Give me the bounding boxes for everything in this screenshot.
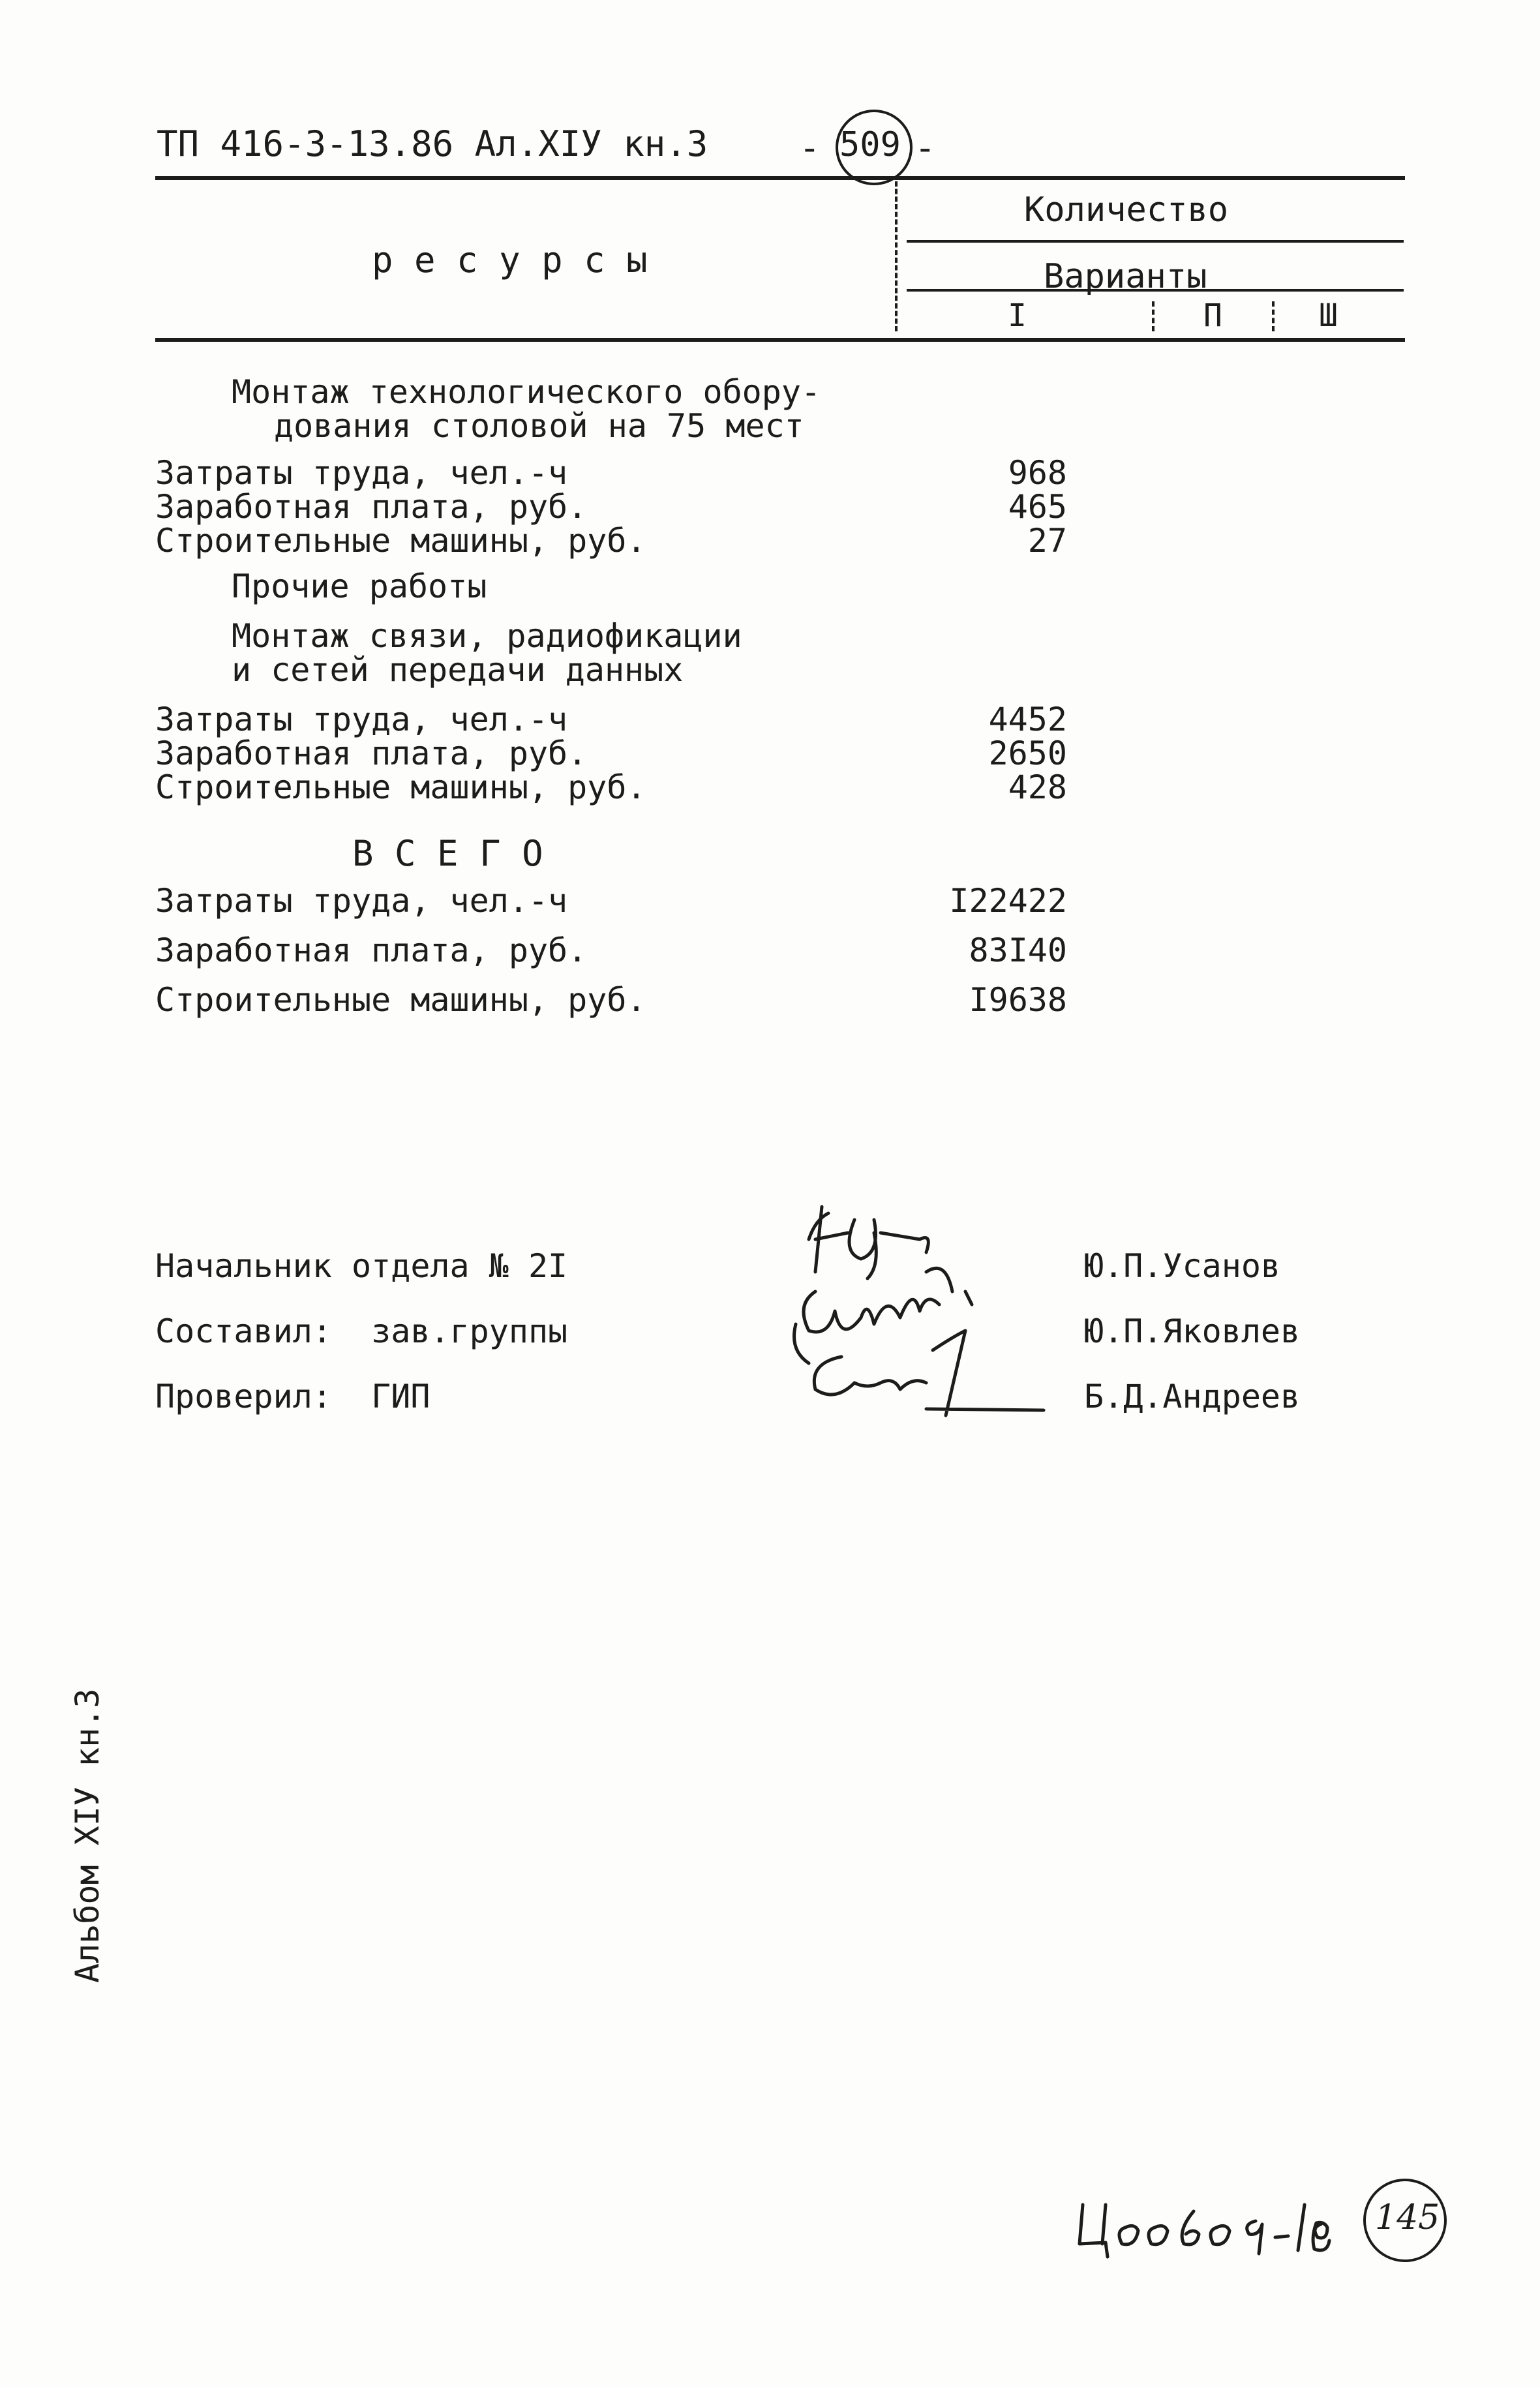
total-row-value: 83I40: [969, 931, 1067, 969]
row-label: Затраты труда, чел.-ч: [155, 701, 568, 738]
section-title-line: Монтаж связи, радиофикации: [232, 617, 742, 655]
row-value: 968: [1008, 454, 1067, 492]
table-header-bottom-rule: [155, 338, 1405, 342]
section-title-line: и сетей передачи данных: [232, 651, 684, 689]
row-value: 465: [1008, 488, 1067, 526]
page-dash-left: -: [799, 127, 821, 168]
signature-role: Составил: зав.группы: [155, 1312, 568, 1350]
sidebar-album-text: Альбом XIУ кн.3: [68, 1688, 106, 1983]
signature-role: Начальник отдела № 2I: [155, 1247, 568, 1285]
signature-role: Проверил: ГИП: [155, 1378, 430, 1415]
variant-col-2: П: [1203, 297, 1222, 334]
section-title-line: дования столовой на 75 мест: [274, 407, 804, 445]
signature-name: Б.Д.Андреев: [1084, 1378, 1301, 1415]
variant-col-3: Ш: [1319, 297, 1338, 334]
variant-divider-1: [1152, 301, 1155, 331]
total-row-label: Строительные машины, руб.: [155, 981, 646, 1019]
signature-name: Ю.П.Яковлев: [1084, 1312, 1301, 1350]
quantity-header: Количество: [1024, 190, 1229, 230]
total-row-label: Заработная плата, руб.: [155, 931, 588, 969]
table-top-rule: [155, 176, 1405, 180]
quantity-underline: [907, 240, 1404, 243]
variants-header: Варианты: [1044, 257, 1207, 296]
handwritten-inventory-code: [1070, 2166, 1344, 2270]
row-value: 428: [1008, 768, 1067, 806]
sheet-number: 145: [1375, 2198, 1440, 2237]
row-label: Заработная плата, руб.: [155, 734, 588, 772]
section-title-line: Монтаж технологического обору-: [232, 373, 821, 411]
column-divider: [895, 181, 898, 331]
row-label: Заработная плата, руб.: [155, 488, 588, 526]
handwritten-signatures: [770, 1194, 1070, 1455]
total-row-value: I22422: [949, 882, 1067, 920]
signature-name: Ю.П.Усанов: [1084, 1247, 1281, 1285]
total-title: В С Е Г О: [352, 833, 543, 874]
total-row-label: Затраты труда, чел.-ч: [155, 882, 568, 920]
variant-divider-2: [1272, 301, 1275, 331]
row-value: 27: [1027, 522, 1067, 560]
row-value: 2650: [988, 734, 1067, 772]
row-label: Строительные машины, руб.: [155, 768, 646, 806]
row-label: Затраты труда, чел.-ч: [155, 454, 568, 492]
total-row-value: I9638: [969, 981, 1067, 1019]
document-code: ТП 416-3-13.86 Ал.XIУ кн.3: [157, 123, 708, 164]
variant-col-1: I: [1008, 297, 1027, 334]
row-label: Строительные машины, руб.: [155, 522, 646, 560]
page-dash-right: -: [914, 127, 936, 168]
section-title-line: Прочие работы: [232, 567, 487, 605]
sidebar-album-label: [68, 1688, 108, 1989]
page-number: 509: [839, 125, 901, 164]
row-value: 4452: [988, 701, 1067, 738]
resources-header: р е с у р с ы: [372, 239, 648, 280]
